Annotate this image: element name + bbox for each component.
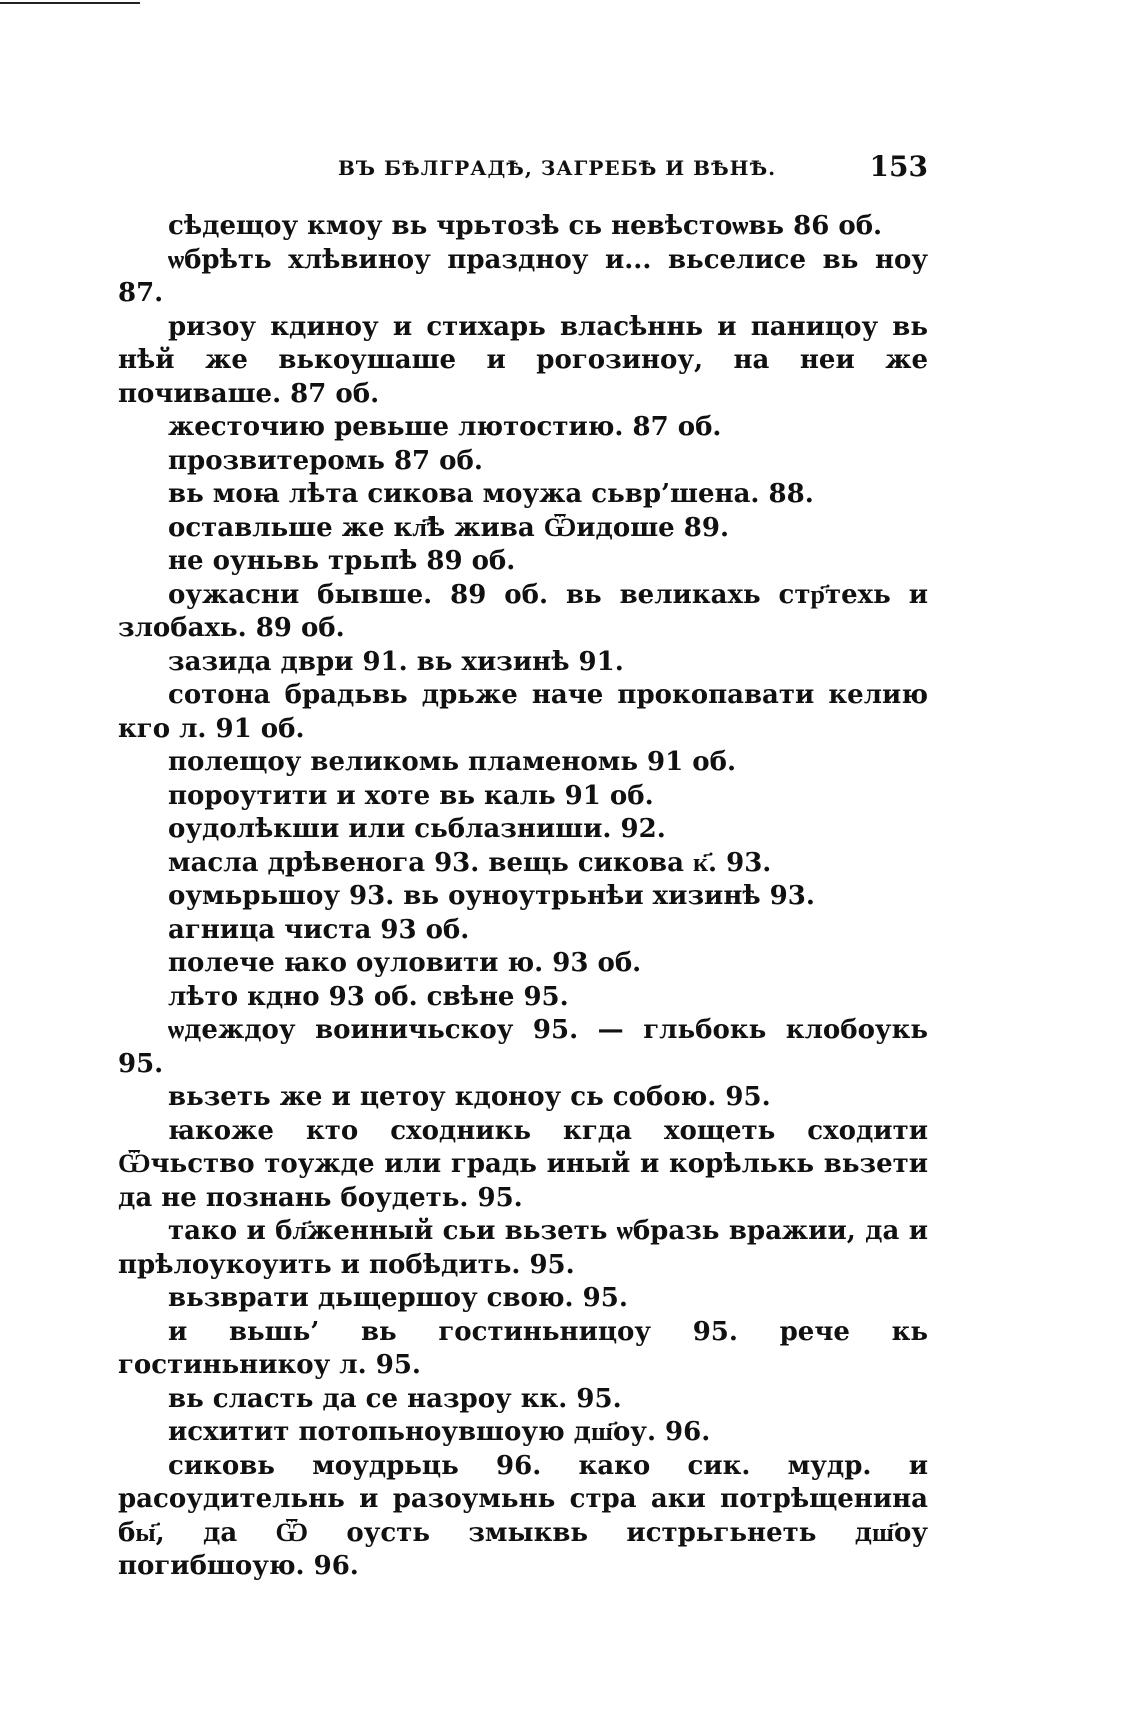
text-entry: сѣдещоу кмоу вь чрьтозѣ сь невѣстоѡвь 86 об. bbox=[168, 211, 883, 241]
top-rule bbox=[0, 2, 140, 4]
text-entry: ризоу кдиноу и стихарь власѣннь и паницоу вь нѣй же вькоушаше и рогозиноу, на неи же почиваше. 87 об. bbox=[118, 311, 928, 409]
text-entry: масла дрѣвенога 93. вещь сикова к҃. 93. bbox=[168, 847, 772, 878]
text-entry: не оуньвь трьпѣ 89 об. bbox=[168, 546, 516, 576]
running-head bbox=[118, 150, 928, 190]
running-title: ВЪ БѢЛГРАДѢ, ЗАГРЕБѢ И ВѢНѢ. bbox=[338, 156, 777, 180]
text-entry: ѡдеждоу воиничьскоу 95. — гльбокь клобоукь 95. bbox=[118, 1015, 928, 1079]
text-entry: оумьрьшоу 93. вь оуноутрьнѣи хизинѣ 93. bbox=[168, 881, 815, 911]
text-entry: исхитит потопьноувшоую дш҃оу. 96. bbox=[168, 1417, 711, 1447]
text-entry: сиковь моудрьць 96. како сик. мудр. и расоудительнь и разоумьнь стра аки потрѣщенина бы҃, да Ѿ оусть змыквь истрьгьнеть дш҃оу погибшоую. 96. bbox=[118, 1450, 928, 1581]
text-entry: и вьшь’ вь гостиньницоу 95. рече кь гостиньникоу л. 95. bbox=[118, 1316, 928, 1380]
text-entry: ѡбрѣть хлѣвиноу праздноу и... вьселисе вь ноу 87. bbox=[118, 244, 928, 308]
text-entry: оставльше же кл҃ѣ жива Ѿидоше 89. bbox=[168, 512, 729, 543]
text-entry: оужасни бывше. 89 об. вь великахь стр҃техь и злобахь. 89 об. bbox=[118, 579, 928, 643]
text-entry: жесточию ревьше лютостию. 87 об. bbox=[168, 412, 722, 442]
text-entry: ꙗкоже кто сходникь кгда хощеть сходити Ѿчьство тоужде или градь иный и корѣлькь вьзети да не познань боудеть. 95. bbox=[118, 1115, 928, 1213]
text-entry: вьзврати дьщершоу свою. 95. bbox=[168, 1283, 628, 1313]
text-entry: полече ꙗко оуловити ю. 93 об. bbox=[168, 948, 642, 978]
text-entry: зазида дври 91. вь хизинѣ 91. bbox=[168, 646, 624, 677]
text-entry: полещоу великомь пламеномь 91 об. bbox=[168, 747, 737, 777]
text-entry: вь моꙗ лѣта сикова моужа сьвр’шена. 88. bbox=[168, 479, 814, 509]
text-entry: вь сласть да се назроу кк. 95. bbox=[168, 1383, 622, 1414]
text-entry: вьзеть же и цетоу кдоноу сь собою. 95. bbox=[168, 1082, 771, 1112]
text-entry: пороутити и хоте вь каль 91 об. bbox=[168, 780, 654, 811]
text-entry: лѣто кдно 93 об. свѣне 95. bbox=[168, 981, 569, 1012]
text-entry: агница чиста 93 об. bbox=[168, 914, 470, 945]
text-entry: сотона брадьвь дрьже наче прокопавати келию кго л. 91 об. bbox=[118, 680, 928, 744]
page-number: 153 bbox=[869, 150, 928, 183]
text-entry: оудолѣкши или сьблазниши. 92. bbox=[168, 814, 666, 844]
text-body bbox=[118, 210, 928, 1584]
text-entry: прозвитеромь 87 об. bbox=[168, 445, 483, 476]
text-entry: тако и бл҃женный сьи вьзеть ѡбразь вражии, да и прѣлоукоуить и побѣдить. 95. bbox=[118, 1216, 928, 1280]
